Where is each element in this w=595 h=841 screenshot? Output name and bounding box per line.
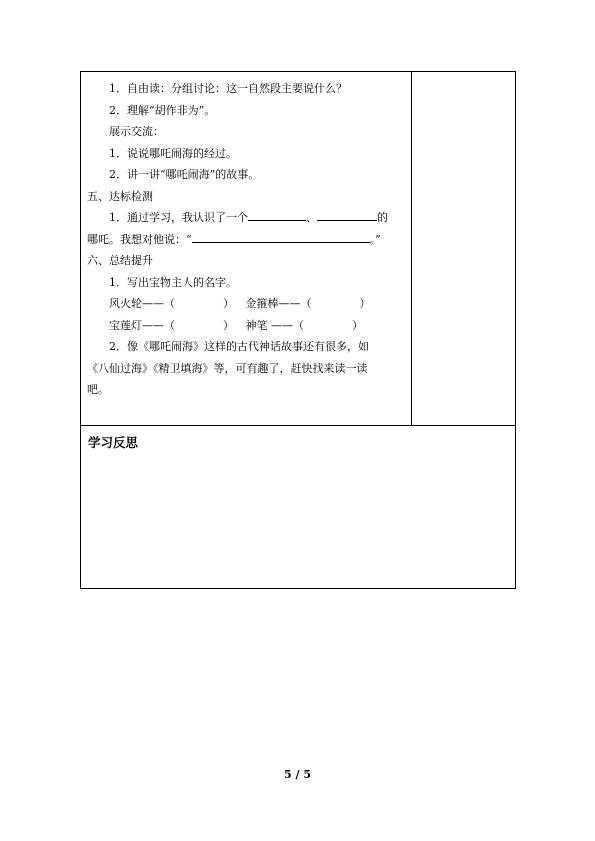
row-divider (81, 425, 515, 426)
bracket-close: ） (359, 297, 371, 310)
question-text: 哪吒。我想对他说：“ (87, 232, 192, 246)
question-line (87, 207, 407, 229)
answer-blank[interactable] (248, 208, 306, 221)
text-line: 1．说说哪吒闹海的经过。 (109, 146, 237, 160)
treasure-item (109, 293, 234, 315)
text-line: 2．理解“胡作非为”。 (109, 103, 216, 117)
question-text: 的 (377, 211, 388, 224)
page-number: 5 / 5 (284, 768, 311, 781)
treasure-name: 神笔 ——（ (245, 318, 304, 332)
section-heading: 六、总结提升 (87, 254, 153, 267)
treasure-item (246, 315, 364, 337)
text-line: 吧。 (87, 383, 109, 396)
text-line: 《八仙过海》《精卫填海》等，可有趣了，赶快找来读一读 (87, 361, 368, 375)
separator: 、 (306, 211, 317, 224)
lesson-content (87, 78, 407, 401)
text-line: 2．像《哪吒闹海》这样的古代神话故事还有很多，如 (109, 340, 369, 353)
question-line (87, 229, 407, 251)
lesson-table (80, 71, 516, 589)
treasure-name: 宝莲灯——（ (109, 318, 175, 332)
reflection-title: 学习反思 (88, 435, 139, 450)
bracket-close: ） (352, 318, 363, 332)
text-line: 2．讲一讲“哪吒闹海”的故事。 (109, 168, 260, 181)
bracket-close: ） (223, 318, 234, 332)
treasure-item (246, 293, 371, 315)
answer-blank[interactable] (192, 230, 370, 243)
question-text: 1．通过学习，我认识了一个 (109, 211, 248, 224)
column-divider (411, 72, 412, 425)
bracket-close: ） (223, 297, 234, 310)
treasure-row (87, 293, 407, 315)
treasure-name: 风火轮——（ (109, 297, 175, 310)
text-line: 1．写出宝物主人的名字。 (109, 275, 237, 289)
treasure-row (87, 315, 407, 337)
answer-blank[interactable] (317, 208, 377, 221)
treasure-item (109, 315, 234, 337)
text-line: 展示交流： (109, 125, 164, 138)
treasure-name: 金箍棒——（ (245, 297, 312, 310)
section-heading: 五、达标检测 (87, 189, 153, 203)
text-line: 1．自由读：分组讨论：这一自然段主要说什么？ (109, 82, 347, 95)
question-text: 。” (369, 232, 381, 246)
